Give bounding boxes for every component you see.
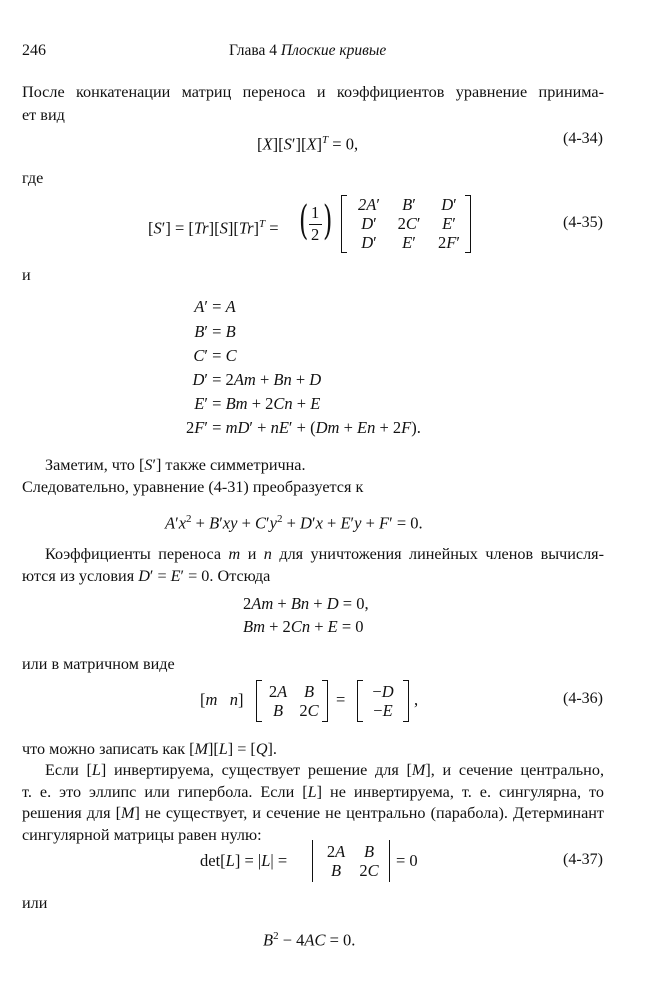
running-head: [229, 42, 386, 60]
word-or: или: [22, 894, 48, 912]
comma: ,: [414, 690, 419, 709]
determinant-matrix: 2A B B 2C: [312, 840, 390, 882]
equation-4-35-lhs: $[S'] = [Tr][S][Tr]^T$ =: [148, 218, 279, 238]
paragraph-line: Если [L] инвертируема, существует решение для [M], и сечение центрально,: [45, 761, 604, 779]
coefficient-system: A′ = A B′ = B C′ = C D′ = 2Am + Bn + D E′ = Bm + 2Cn + E 2F′ = mD′ + nE′ + (Dm + En + 2F).: [186, 297, 421, 437]
determinant-lhs: det[L] = |L| =: [200, 851, 288, 870]
final-equation: $B^2 - 4AC = 0$.: [263, 930, 356, 950]
chapter-title: Плоские кривые: [280, 42, 387, 59]
paragraph-line: После конкатенации матриц переноса и коэффициентов уравнение принима-: [22, 83, 604, 101]
vector-q: −D −E: [357, 680, 409, 722]
paragraph-line: сингулярной матрицы равен нулю:: [22, 826, 262, 844]
word-and: и: [22, 266, 31, 284]
equation-number: (4-36): [563, 690, 603, 707]
equation-number: (4-37): [563, 851, 603, 868]
linear-equation-2: Bm + 2Cn + E = 0: [243, 617, 364, 636]
paragraph-line: ет вид: [22, 106, 65, 124]
matrix-l: 2A B B 2C: [256, 680, 328, 722]
paragraph-line: Коэффициенты переноса m и n для уничтожения линейных членов вычисля-: [45, 545, 604, 563]
equation-number: (4-35): [563, 214, 603, 231]
paragraph-line: ются из условия D′ = E′ = 0. Отсюда: [22, 567, 271, 585]
equals-zero: = 0: [396, 851, 418, 870]
page-number: 246: [22, 42, 46, 59]
equation-number: (4-34): [563, 130, 603, 147]
fraction-one-half: ( 1 2 ): [299, 198, 333, 244]
linear-equation-1: 2Am + Bn + D = 0,: [243, 594, 369, 613]
paragraph-line: Заметим, что [S′] также симметрична.: [45, 456, 306, 474]
paragraph-line: т. е. это эллипс или гипербола. Если [L] не инвертируема, т. е. сингулярна, то: [22, 783, 605, 801]
row-vector-mn: [m n]: [200, 690, 244, 709]
paragraph-line: что можно записать как [M][L] = [Q].: [22, 740, 277, 758]
word-where: где: [22, 169, 44, 187]
paragraph-line: или в матричном виде: [22, 655, 175, 673]
chapter-label: Глава 4: [229, 42, 278, 59]
equation-4-34: $[X][S'][X]^T = 0$,: [257, 134, 359, 154]
paragraph-line: решения для [M] не существует, и сечение не центрально (парабола). Детерминант: [22, 804, 604, 822]
transformed-equation: $A'x^2 + B'xy + C'y^2 + D'x + E'y + F' = 0$.: [165, 513, 423, 533]
paragraph-line: Следовательно, уравнение (4-31) преобразуется к: [22, 478, 364, 496]
matrix-s-prime: 2A′ B′ D′ D′ 2C′ E′ D′ E′ 2F′: [341, 195, 471, 253]
equals-sign: =: [336, 690, 346, 709]
